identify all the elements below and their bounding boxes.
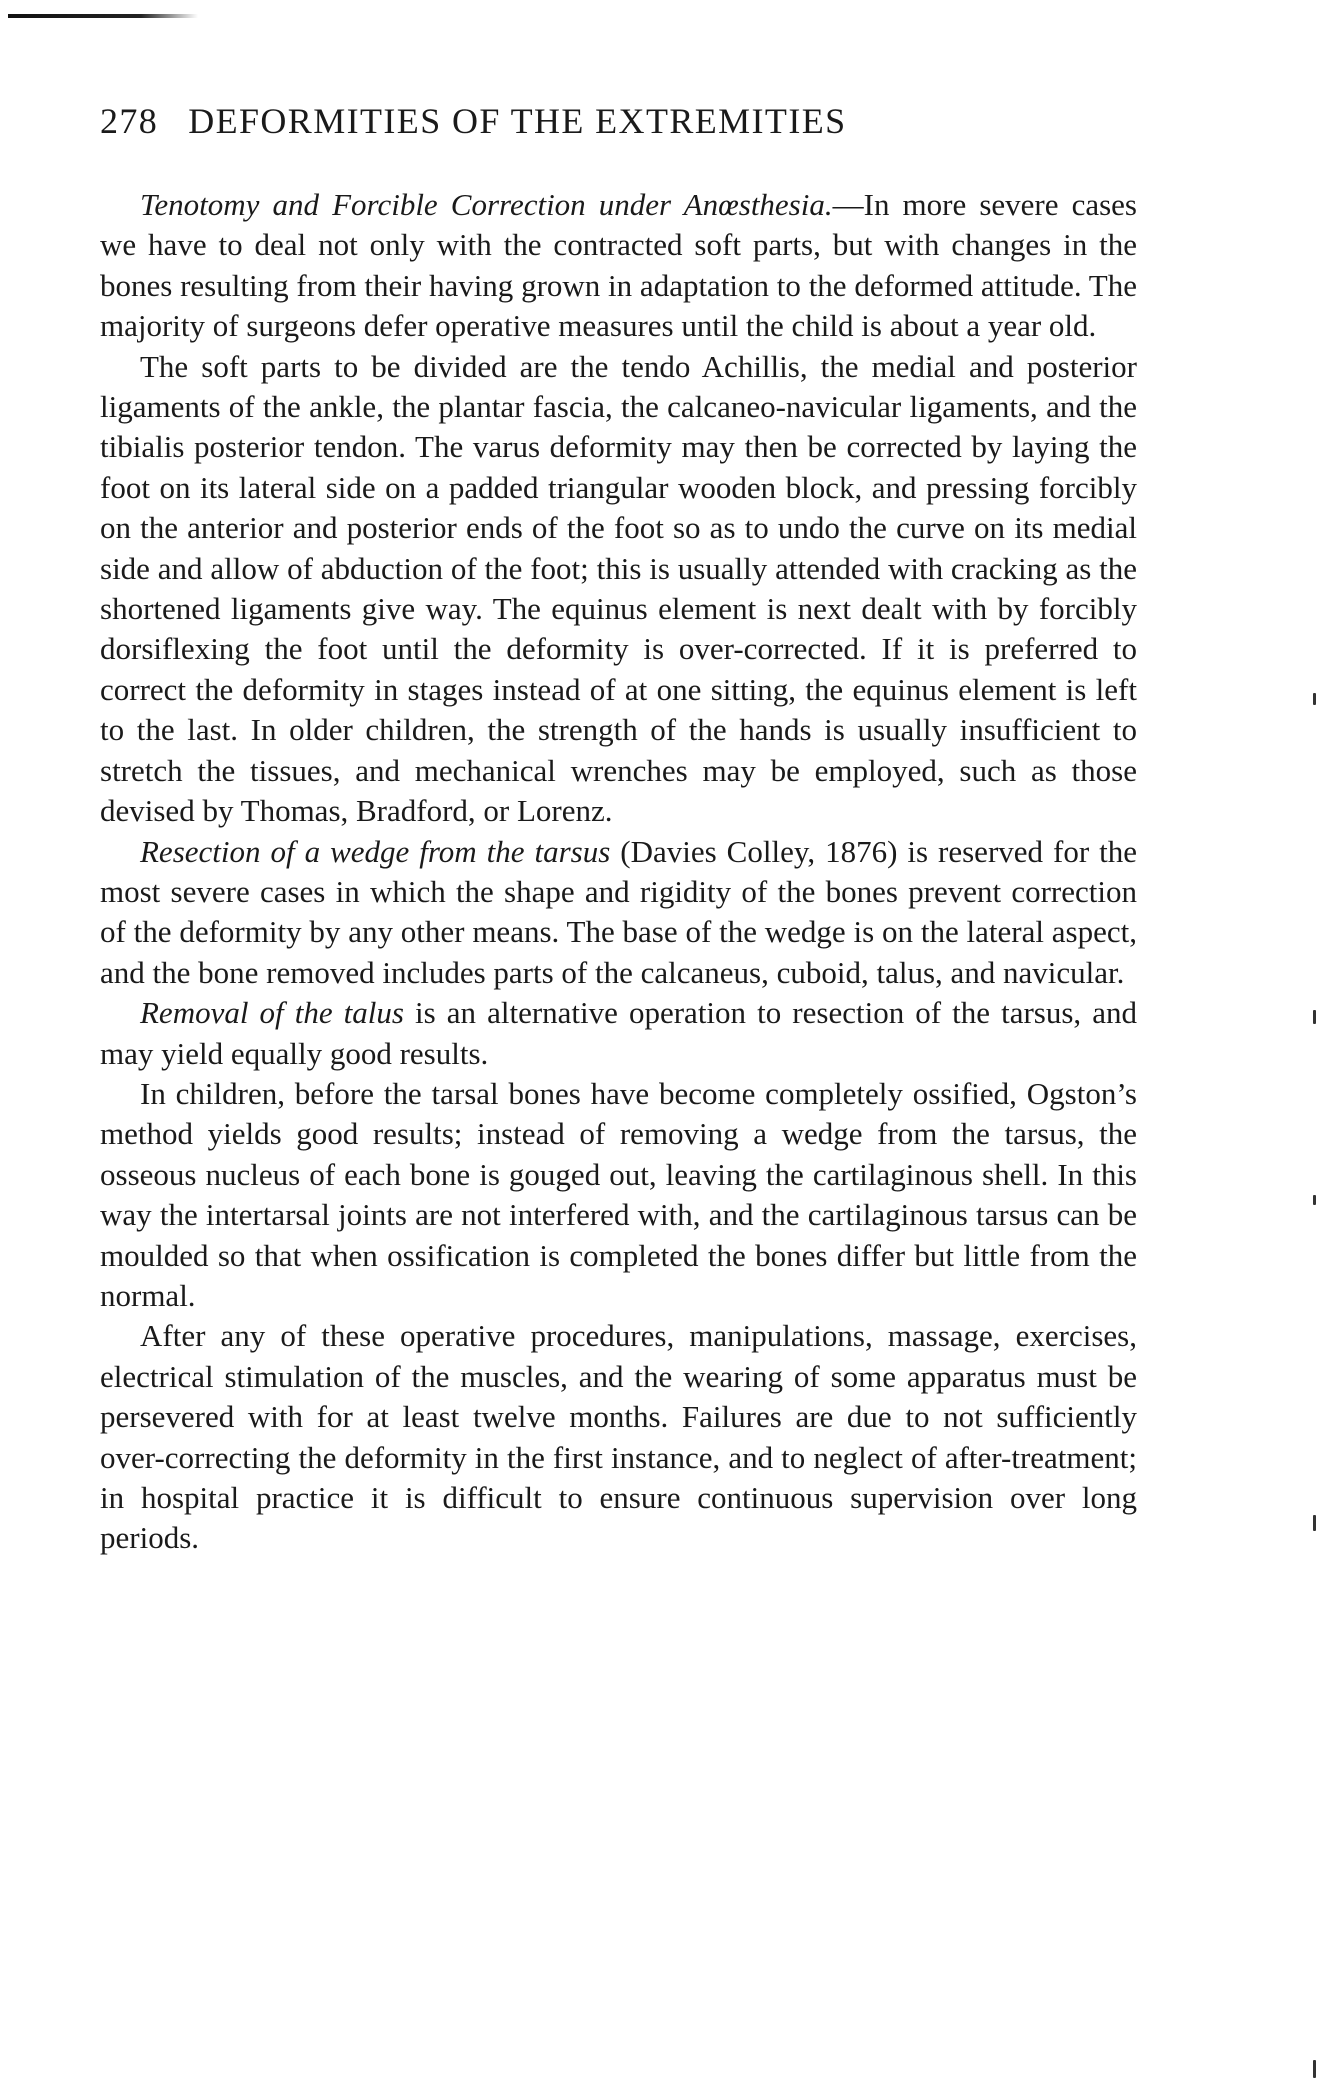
margin-speck [1313, 1515, 1316, 1531]
paragraph-text: After any of these operative procedures, manipulations, massage, exercises, electrical stimulation of the muscles, and the wearing of some apparatus must be persevered with for at least twelve months. Failures are due to not sufficiently over-correcting the deformity in the first instance, and to neglect of after-treatment; in hospital practice it is difficult to ensure continuous supervision over long periods. [100, 1318, 1137, 1556]
paragraph-aftercare [100, 1316, 1137, 1558]
margin-speck [1313, 693, 1316, 705]
margin-speck [1313, 2060, 1316, 2078]
running-head [100, 100, 847, 142]
running-title: DEFORMITIES OF THE EXTREMITIES [188, 101, 847, 141]
margin-speck [1313, 1195, 1316, 1205]
paragraph-text: —In more severe cases we have to deal not only with the contracted soft parts, but with changes in the bones resulting from their having grown in adaptation to the deformed attitude. The majority of surgeons defer operative measures until the child is about a year old. [100, 187, 1137, 344]
paragraph-resection [100, 832, 1137, 994]
paragraph-removal-talus [100, 993, 1137, 1074]
paragraph-text: (Davies Colley, 1876) is reserved for the most severe cases in which the shape and rigidity of the bones prevent correction of the deformity by any other means. The base of the wedge is on the lateral aspect, and the bone removed includes parts of the calcaneus, cuboid, talus, and navicular. [100, 833, 1138, 990]
paragraph-text: In children, before the tarsal bones have become completely ossified, Ogston’s method yields good results; instead of removing a wedge from the tarsus, the osseous nucleus of each bone is gouged out, leaving the cartilaginous shell. In this way the intertarsal joints are not interfered with, and the cartilaginous tarsus can be moulded so that when ossification is completed the bones differ but little from the normal. [100, 1075, 1137, 1313]
section-heading-tenotomy: Tenotomy and Forcible Correction under Anœsthesia. [140, 187, 833, 222]
paragraph-tenotomy [100, 185, 1137, 347]
page-body [100, 185, 1137, 1559]
margin-speck [1313, 1010, 1316, 1024]
scan-edge-mark [8, 14, 198, 18]
paragraph-text: is an alternative operation to resection of the tarsus, and may yield equally good results. [100, 995, 1137, 1071]
section-heading-removal-talus: Removal of the talus [140, 995, 404, 1031]
paragraph-text: The soft parts to be divided are the tendo Achillis, the medial and posterior ligaments of the ankle, the plantar fascia, the calcaneo-navicular ligaments, and the tibialis posterior tendon. The varus deformity may then be corrected by laying the foot on its lateral side on a padded triangular wooden block, and pressing forcibly on the anterior and posterior ends of the foot so as to undo the curve on its medial side and allow of abduction of the foot; this is usually attended with cracking as the shortened ligaments give way. The equinus element is next dealt with by forcibly dorsiflexing the foot until the deformity is over-corrected. If it is preferred to correct the deformity in stages instead of at one sitting, the equinus element is left to the last. In older children, the strength of the hands is usually insufficient to stretch the tissues, and mechanical wrenches may be employed, such as those devised by Thomas, Bradford, or Lorenz. [100, 348, 1137, 829]
paragraph-soft-parts [100, 347, 1137, 832]
page-number: 278 [100, 101, 159, 141]
paragraph-ogston [100, 1074, 1137, 1316]
section-heading-resection: Resection of a wedge from the tarsus [140, 833, 611, 869]
